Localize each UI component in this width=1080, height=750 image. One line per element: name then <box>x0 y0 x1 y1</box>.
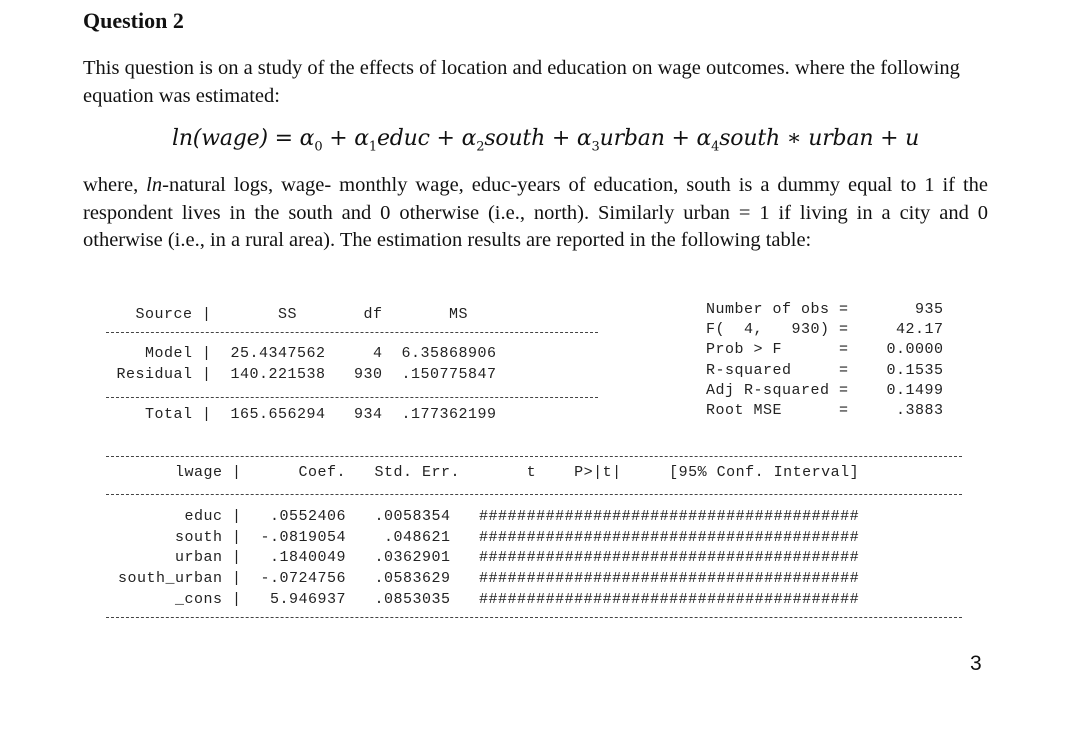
page-number: 3 <box>970 652 982 675</box>
question-title: Question 2 <box>83 8 184 33</box>
stat-f: F( 4, 930) = 42.17 <box>706 321 944 338</box>
stat-nobs: Number of obs = 935 <box>706 301 944 318</box>
stat-r2: R-squared = 0.1535 <box>706 362 944 379</box>
equation-lhs: ln(wage) = <box>172 126 300 151</box>
divider <box>106 456 962 457</box>
divider <box>106 494 962 495</box>
coef-row-south-urban: south_urban | -.0724756 .0583629 ######################################## <box>118 570 860 587</box>
coef-row-urban: urban | .1840049 .0362901 ######################################## <box>118 549 860 566</box>
regression-equation: ln(wage) = $\alpha_0$ + $\alpha_1educ$ + $\alpha_2south$ + $\alpha_3urban$ + $\alpha_4south$ ∗ urban + u <box>172 126 920 155</box>
coef-header: lwage | Coef. Std. Err. t P>|t| [95% Conf. Interval] <box>118 464 860 481</box>
stat-root-mse: Root MSE = .3883 <box>706 402 944 419</box>
coef-row-cons: _cons | 5.946937 .0853035 ######################################## <box>118 591 860 608</box>
coef-row-south: south | -.0819054 .048621 ######################################## <box>118 529 860 546</box>
divider <box>106 617 962 618</box>
variable-description: where, ln-natural logs, wage- monthly wage, educ-years of education, south is a dummy equal to 1 if the respondent lives in the south and 0 otherwise (i.e., north). Similarly urban = 1 if living in a city and 0 otherwise (i.e., in a rural area). The estimation results are reported in the following table: <box>83 174 988 251</box>
stat-adj-r2: Adj R-squared = 0.1499 <box>706 382 944 399</box>
anova-row-model: Model | 25.4347562 4 6.35868906 <box>88 345 497 362</box>
intro-paragraph: This question is on a study of the effects of location and education on wage outcomes. where the following equation was estimated: <box>83 57 960 107</box>
coef-row-educ: educ | .0552406 .0058354 ######################################## <box>118 508 860 525</box>
divider <box>106 397 598 398</box>
anova-row-residual: Residual | 140.221538 930 .150775847 <box>88 366 497 383</box>
divider <box>106 332 598 333</box>
anova-row-total: Total | 165.656294 934 .177362199 <box>88 406 497 423</box>
stat-prob-f: Prob > F = 0.0000 <box>706 341 944 358</box>
anova-header: Source | SS df MS <box>88 306 469 323</box>
